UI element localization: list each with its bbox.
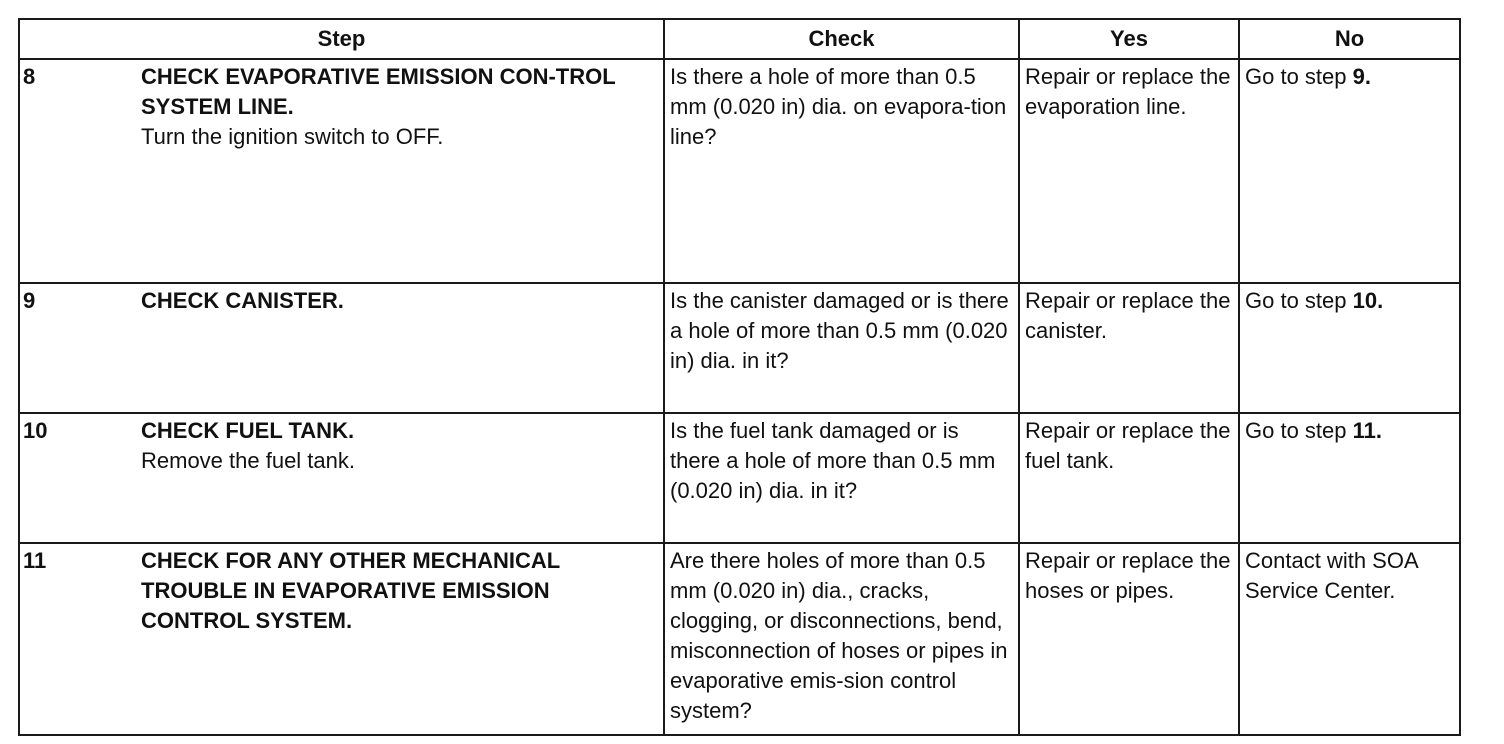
header-check: Check [664, 19, 1019, 59]
step-instruction: Remove the fuel tank. [141, 448, 356, 473]
no-cell [1239, 413, 1460, 543]
diagnostic-table [18, 18, 1461, 736]
no-text: Contact with SOA Service Center. [1245, 548, 1418, 603]
yes-cell: Repair or replace the evaporation line. [1019, 59, 1239, 283]
step-instruction: Turn the ignition switch to OFF. [141, 124, 444, 149]
check-cell: Are there holes of more than 0.5 mm (0.020 in) dia., cracks, clogging, or disconnections, bend, misconnection of hoses or pipes in evaporative emis-sion control system? [664, 543, 1019, 735]
check-cell: Is the fuel tank damaged or is there a hole of more than 0.5 mm (0.020 in) dia. in it? [664, 413, 1019, 543]
table-row [19, 283, 1460, 413]
no-step-ref: 9. [1352, 64, 1371, 89]
header-row [19, 19, 1460, 59]
no-text: Go to step [1245, 418, 1353, 443]
step-title: CHECK FUEL TANK. [141, 418, 355, 443]
step-number: 10 [19, 413, 141, 543]
header-no: No [1239, 19, 1460, 59]
table-row [19, 59, 1460, 283]
step-number: 8 [19, 59, 141, 283]
table-row [19, 543, 1460, 735]
step-number: 11 [19, 543, 141, 735]
step-title: CHECK CANISTER. [141, 288, 344, 313]
step-description [141, 543, 664, 735]
no-step-ref: 10. [1352, 288, 1384, 313]
step-description [141, 283, 664, 413]
no-cell [1239, 283, 1460, 413]
no-cell [1239, 543, 1460, 735]
yes-cell: Repair or replace the fuel tank. [1019, 413, 1239, 543]
step-description [141, 59, 664, 283]
header-yes: Yes [1019, 19, 1239, 59]
no-step-ref: 11. [1352, 418, 1382, 443]
table-row [19, 413, 1460, 543]
check-cell: Is there a hole of more than 0.5 mm (0.020 in) dia. on evapora-tion line? [664, 59, 1019, 283]
no-text: Go to step [1245, 64, 1353, 89]
check-cell: Is the canister damaged or is there a hole of more than 0.5 mm (0.020 in) dia. in it? [664, 283, 1019, 413]
no-text: Go to step [1245, 288, 1353, 313]
header-step: Step [19, 19, 664, 59]
no-cell [1239, 59, 1460, 283]
step-description [141, 413, 664, 543]
step-title: CHECK EVAPORATIVE EMISSION CON-TROL SYSTEM LINE. [141, 64, 616, 119]
yes-cell: Repair or replace the hoses or pipes. [1019, 543, 1239, 735]
yes-cell: Repair or replace the canister. [1019, 283, 1239, 413]
step-title: CHECK FOR ANY OTHER MECHANICAL TROUBLE IN EVAPORATIVE EMISSION CONTROL SYSTEM. [141, 548, 560, 633]
step-number: 9 [19, 283, 141, 413]
